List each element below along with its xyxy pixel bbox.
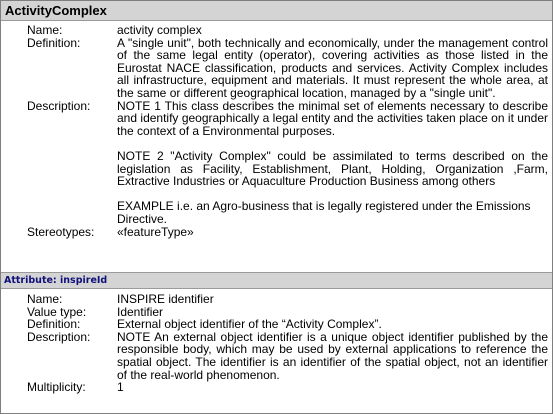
description-example: EXAMPLE i.e. an Agro-business that is legally registered under the Emissions Directive. (117, 199, 531, 226)
name-label: Name: (27, 23, 63, 37)
class-header: ActivityComplex (1, 1, 552, 21)
attr-row-name (1, 293, 552, 306)
class-row-definition (1, 37, 552, 100)
description-note-1: NOTE 1 This class describes the minimal set of elements necessary to describe and identify geographically a legal entity and the activities taken place on it under the context of a Environmental purposes. (117, 98, 548, 138)
multiplicity-value: 1 (117, 380, 124, 395)
attr-row-definition (1, 318, 552, 331)
class-row-description (1, 100, 552, 226)
attribute-properties (1, 293, 552, 394)
description-label: Description: (27, 98, 91, 113)
attribute-header: Attribute: inspireId (1, 272, 552, 289)
stereotypes-value: «featureType» (117, 224, 194, 239)
value-type-value: Identifier (117, 304, 164, 319)
multiplicity-label: Multiplicity: (27, 380, 86, 395)
definition-value: A "single unit", both technically and economically, under the management control of the same legal entity (operator), covering activities as those listed in the Eurostat NACE classification, products and services. Activity Complex includes all infrastructure, equipment and materials. It must represent the whole area, at the same or different geographical location, managed by a "single unit". (117, 35, 548, 100)
attr-row-description (1, 331, 552, 381)
class-row-name (1, 24, 552, 37)
class-properties (1, 24, 552, 238)
attr-name-value: INSPIRE identifier (117, 292, 214, 306)
class-row-stereotypes (1, 226, 552, 239)
name-value: activity complex (117, 23, 202, 37)
attr-definition-label: Definition: (27, 317, 81, 332)
attr-row-multiplicity (1, 381, 552, 394)
attr-name-label: Name: (27, 292, 63, 306)
attr-definition-value: External object identifier of the “Activity Complex”. (117, 317, 382, 332)
attr-description-label: Description: (27, 329, 91, 344)
value-type-label: Value type: (27, 304, 87, 319)
definition-label: Definition: (27, 35, 81, 50)
attr-description-value: NOTE An external object identifier is a unique object identifier published by the responsible body, which may be used by external applications to reference the spatial object. The identifier is an identifier of the spatial object, not an identifier of the real-world phenomenon. (117, 329, 548, 382)
description-note-2: NOTE 2 "Activity Complex" could be assimilated to terms described on the legislation as Facility, Establishment, Plant, Holding, Organization ,Farm, Extractive Industries or Aquaculture Production Business among others (117, 148, 548, 189)
stereotypes-label: Stereotypes: (27, 224, 95, 239)
